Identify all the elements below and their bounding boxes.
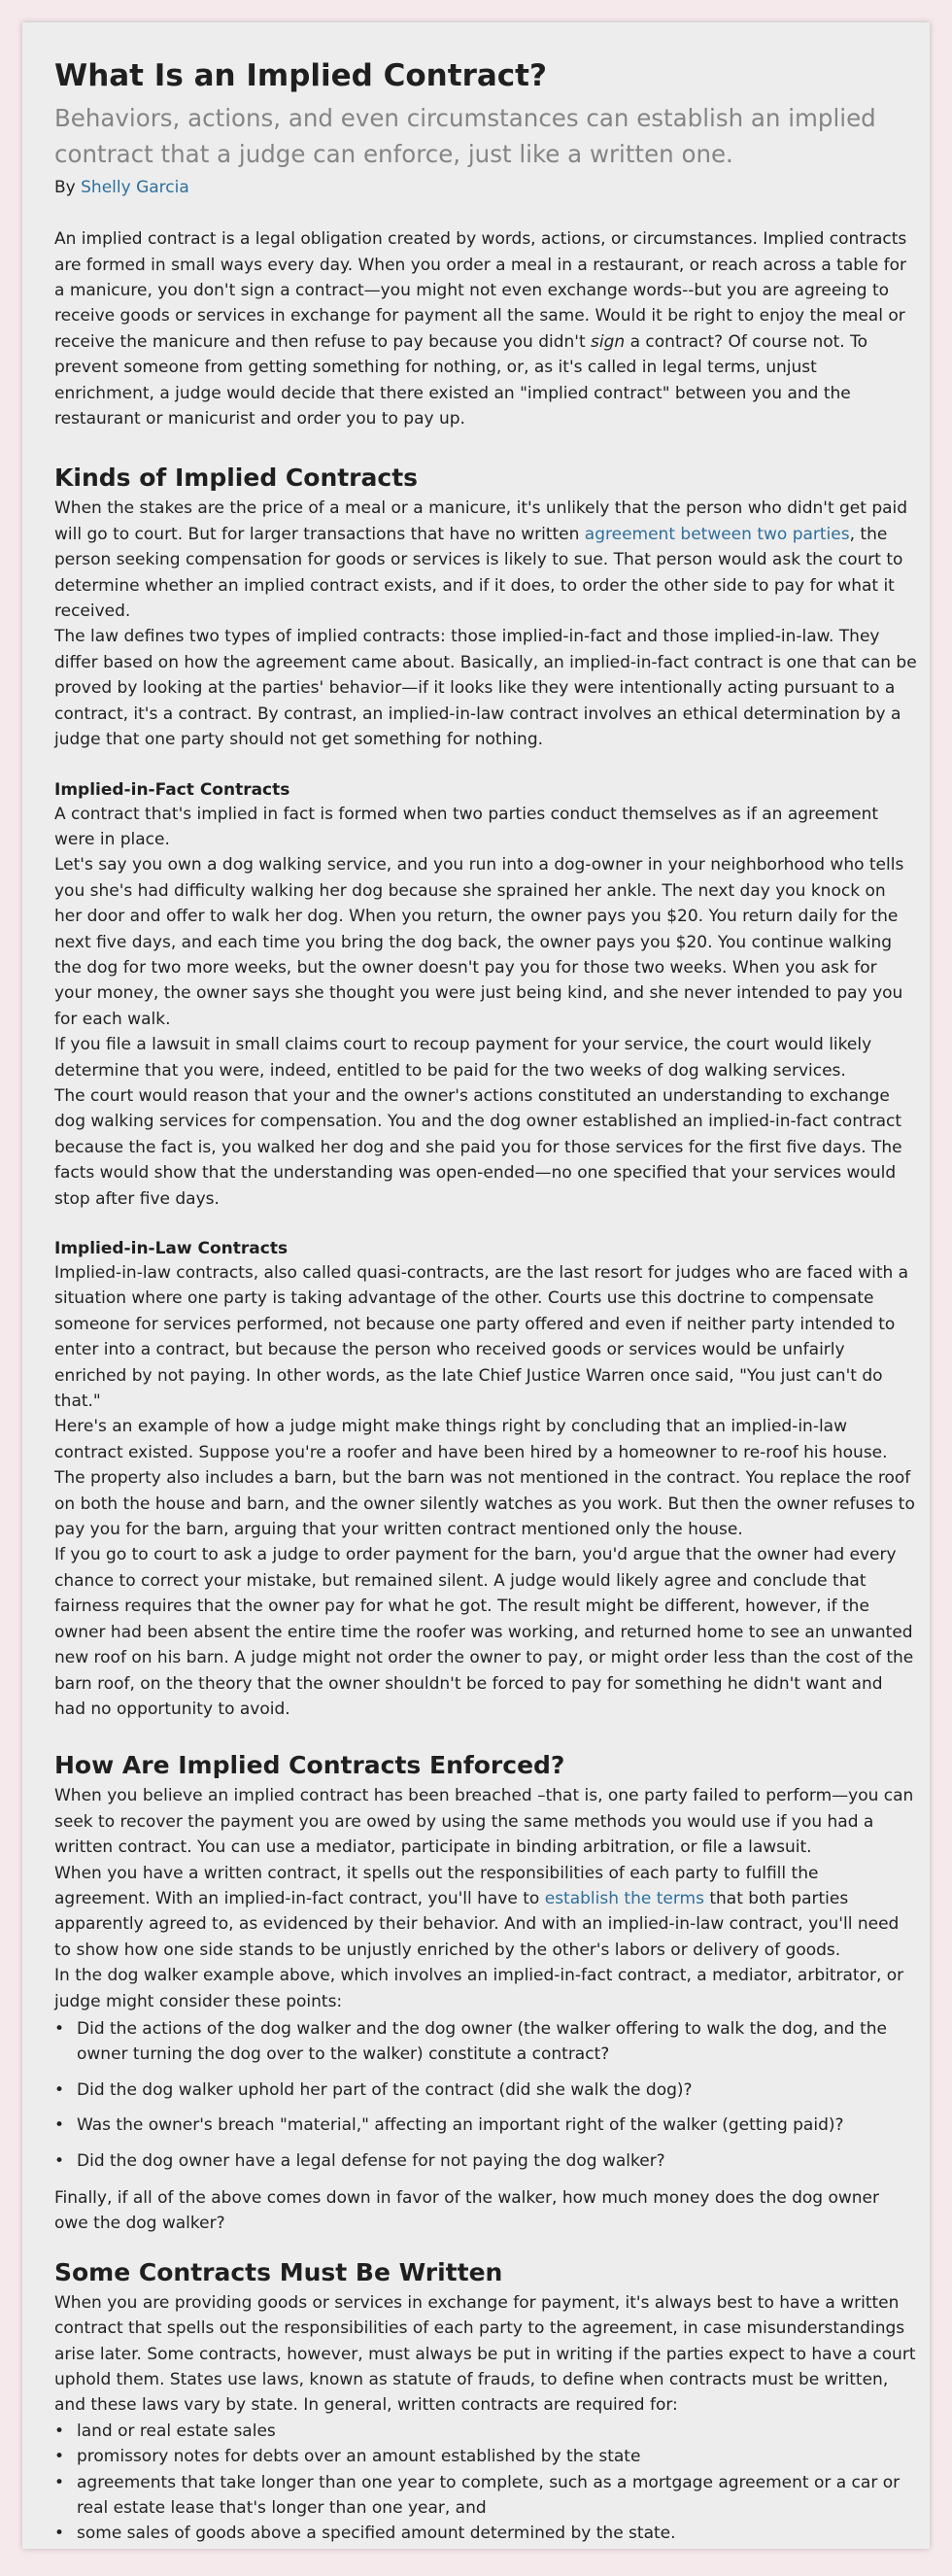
- page-title: What Is an Implied Contract?: [54, 58, 547, 93]
- establish-terms-link[interactable]: establish the terms: [544, 1888, 704, 1908]
- list-item: • promissory notes for debts over an amount established by the state: [54, 2444, 918, 2469]
- bullet-icon: •: [54, 2115, 65, 2136]
- list-item: • Did the dog walker uphold her part of the contract (did she walk the dog)?: [54, 2078, 918, 2103]
- bullet-icon: •: [54, 2447, 65, 2467]
- byline: [54, 176, 918, 199]
- bullet-icon: •: [54, 2524, 65, 2544]
- list-item: • some sales of goods above a specified amount determined by the state.: [54, 2521, 918, 2546]
- in-fact-paragraph-2: Let's say you own a dog walking service, and you run into a dog-owner in your neighborhood who tells you she's had difficulty walking her dog because she sprained her ankle. The next day you knock on her door and offer to walk her dog. When you return, the owner pays you $20. You return daily for the next five days, and each time you bring the dog back, the owner pays you $20. You continue walking the dog for two more weeks, but the owner doesn't pay you for those two weeks. When you ask for your money, the owner says she thought you were just being kind, and she never intended to pay you for each walk.: [54, 855, 904, 1029]
- in-law-paragraph-2: Here's an example of how a judge might make things right by concluding that an implied-in-law contract existed. Suppose you're a roofer and have been hired by a homeowner to re-roof his house. The property also includes a barn, but the barn was not mentioned in the contract. You replace the roof on both the house and barn, and the owner silently watches as you work. But then the owner refuses to pay you for the barn, arguing that your written contract mentioned only the house.: [54, 1417, 915, 1540]
- list-item: • Did the dog owner have a legal defense for not paying the dog walker?: [54, 2148, 918, 2174]
- in-law-paragraph-1: Implied-in-law contracts, also called quasi-contracts, are the last resort for judges who are faced with a situation where one party is taking advantage of the other. Courts use this doctrine to compensate someone for services performed, not because one party offered and even if neither party intended to enter into a contract, but because the person who received goods or services would be unfairly enriched by not paying. In other words, as the late Chief Justice Warren once said, "You just can't do that.": [54, 1263, 909, 1412]
- bullet-icon: •: [54, 2472, 65, 2492]
- list-item: • Did the actions of the dog walker and the dog owner (the walker offering to walk the dog, and the owner turning the dog over to the walker) constitute a contract?: [54, 2016, 918, 2068]
- enforced-p2-text-b: that both parties apparently agreed to, as evidenced by their behavior. And with an implied-in-law contract, you'll need to show how one side stands to be unjustly enriched by the other's labors or delivery of goods.: [54, 1888, 900, 1960]
- in-fact-paragraph-4: The court would reason that your and the owner's actions constituted an understanding to exchange dog walking services for compensation. You and the dog owner established an implied-in-fact contract because the fact is, you walked her dog and she paid you for those services for the first five days. The facts would show that the understanding was open-ended—no one specified that your services would stop after five days.: [54, 1085, 902, 1209]
- written-paragraph-1: When you are providing goods or services in exchange for payment, it's always best to have a written contract that spells out the responsibilities of each party to the agreement, in case misunderstandings arise later. Some contracts, however, must always be put in writing if the parties expect to have a court uphold them. States use laws, known as statute of frauds, to define when contracts must be written, and these laws vary by state. In general, written contracts are required for:: [54, 2292, 916, 2416]
- bullet-icon: •: [54, 2150, 65, 2171]
- kinds-p1-text-b: , the person seeking compensation for goods or services is likely to sue. That person would ask the court to determine whether an implied contract exists, and if it does, to order the other side to pay for what it received.: [54, 524, 903, 622]
- intro-text-a: An implied contract is a legal obligation created by words, actions, or circumstances. Implied contracts are formed in small ways every day. When you order a meal in a restaurant, or reach across a table for a manicure, you don't sign a contract—you might not even exchange words--but you are agreeing to receive goods or services in exchange for payment all the same. Would it be right to enjoy the meal or receive the manicure and then refuse to pay because you didn't: [54, 229, 907, 352]
- list-item: • Was the owner's breach "material," affecting an important right of the walker (getting paid)?: [54, 2112, 918, 2138]
- enforced-paragraph-2: [54, 1861, 918, 1964]
- enforcement-points-list: [54, 2016, 918, 2174]
- enforced-paragraph-1: When you believe an implied contract has been breached –that is, one party failed to perform—you can seek to recover the payment you are owed by using the same methods you would use if you had a written contract. You can use a mediator, participate in binding arbitration, or file a lawsuit.: [54, 1786, 914, 1858]
- in-law-paragraph-3: If you go to court to ask a judge to order payment for the barn, you'd argue that the owner had every chance to correct your mistake, but remained silent. A judge would likely agree and conclude that fairness requires that the owner pay for what he got. The result might be different, however, if the owner had been absent the entire time the roofer was working, and returned home to see an unwanted new roof on his barn. A judge might not order the owner to pay, or might order less than the cost of the barn roof, on the theory that the owner shouldn't be forced to pay for something he didn't want and had no opportunity to avoid.: [54, 1545, 914, 1719]
- in-fact-paragraph-3: If you file a lawsuit in small claims court to recoup payment for your service, the court would likely determine that you were, indeed, entitled to be paid for the two weeks of dog walking services.: [54, 1035, 872, 1081]
- bullet-icon: •: [54, 2018, 65, 2039]
- enforced-paragraph-4: Finally, if all of the above comes down in favor of the walker, how much money does the dog owner owe the dog walker?: [54, 2188, 879, 2234]
- heading-implied-in-fact: Implied-in-Fact Contracts: [54, 779, 290, 800]
- intro-paragraph: [54, 226, 918, 431]
- kinds-paragraph-1: [54, 496, 918, 624]
- bullet-icon: •: [54, 2079, 65, 2100]
- heading-kinds: Kinds of Implied Contracts: [54, 464, 419, 493]
- heading-implied-in-law: Implied-in-Law Contracts: [54, 1239, 289, 1258]
- list-item: • agreements that take longer than one year to complete, such as a mortgage agreement or a car or real estate lease that's longer than one year, and: [54, 2470, 918, 2522]
- article-content: [54, 58, 918, 2547]
- heading-enforced: How Are Implied Contracts Enforced?: [54, 1751, 565, 1780]
- written-requirements-list: [54, 2419, 918, 2547]
- byline-prefix: By: [54, 178, 82, 198]
- kinds-p1-text-a: When the stakes are the price of a meal or a manicure, it's unlikely that the person who didn't get paid will go to court. But for larger transactions that have no written: [54, 498, 908, 544]
- author-link[interactable]: Shelly Garcia: [81, 178, 189, 198]
- kinds-paragraph-2: The law defines two types of implied contracts: those implied-in-fact and those implied-in-law. They differ based on how the agreement came about. Basically, an implied-in-fact contract is one that can be proved by looking at the parties' behavior—if it looks like they were intentionally acting pursuant to a contract, it's a contract. By contrast, an implied-in-law contract involves an ethical determination by a judge that one party should not get something for nothing.: [54, 627, 917, 750]
- bullet-icon: •: [54, 2421, 65, 2441]
- intro-emphasis: sign: [591, 331, 626, 352]
- enforced-p2-text-a: When you have a written contract, it spells out the responsibilities of each party to fulfill the agreement. With an implied-in-fact contract, you'll have to: [54, 1863, 819, 1908]
- heading-written: Some Contracts Must Be Written: [54, 2257, 503, 2286]
- enforced-paragraph-3: In the dog walker example above, which involves an implied-in-fact contract, a mediator, arbitrator, or judge might consider these points:: [54, 1966, 904, 2011]
- agreement-link[interactable]: agreement between two parties: [584, 524, 850, 544]
- intro-text-b: a contract? Of course not. To prevent someone from getting something for nothing, or, as it's called in legal terms, unjust enrichment, a judge would decide that there existed an "implied contract" between you and the restaurant or manicurist and order you to pay up.: [54, 331, 868, 429]
- article-card: [22, 22, 930, 2549]
- in-fact-paragraph-1: A contract that's implied in fact is formed when two parties conduct themselves as if an agreement were in place.: [54, 804, 879, 849]
- list-item: • land or real estate sales: [54, 2419, 918, 2444]
- subtitle: Behaviors, actions, and even circumstances can establish an implied contract that a judge can enforce, just like a written one.: [54, 104, 876, 169]
